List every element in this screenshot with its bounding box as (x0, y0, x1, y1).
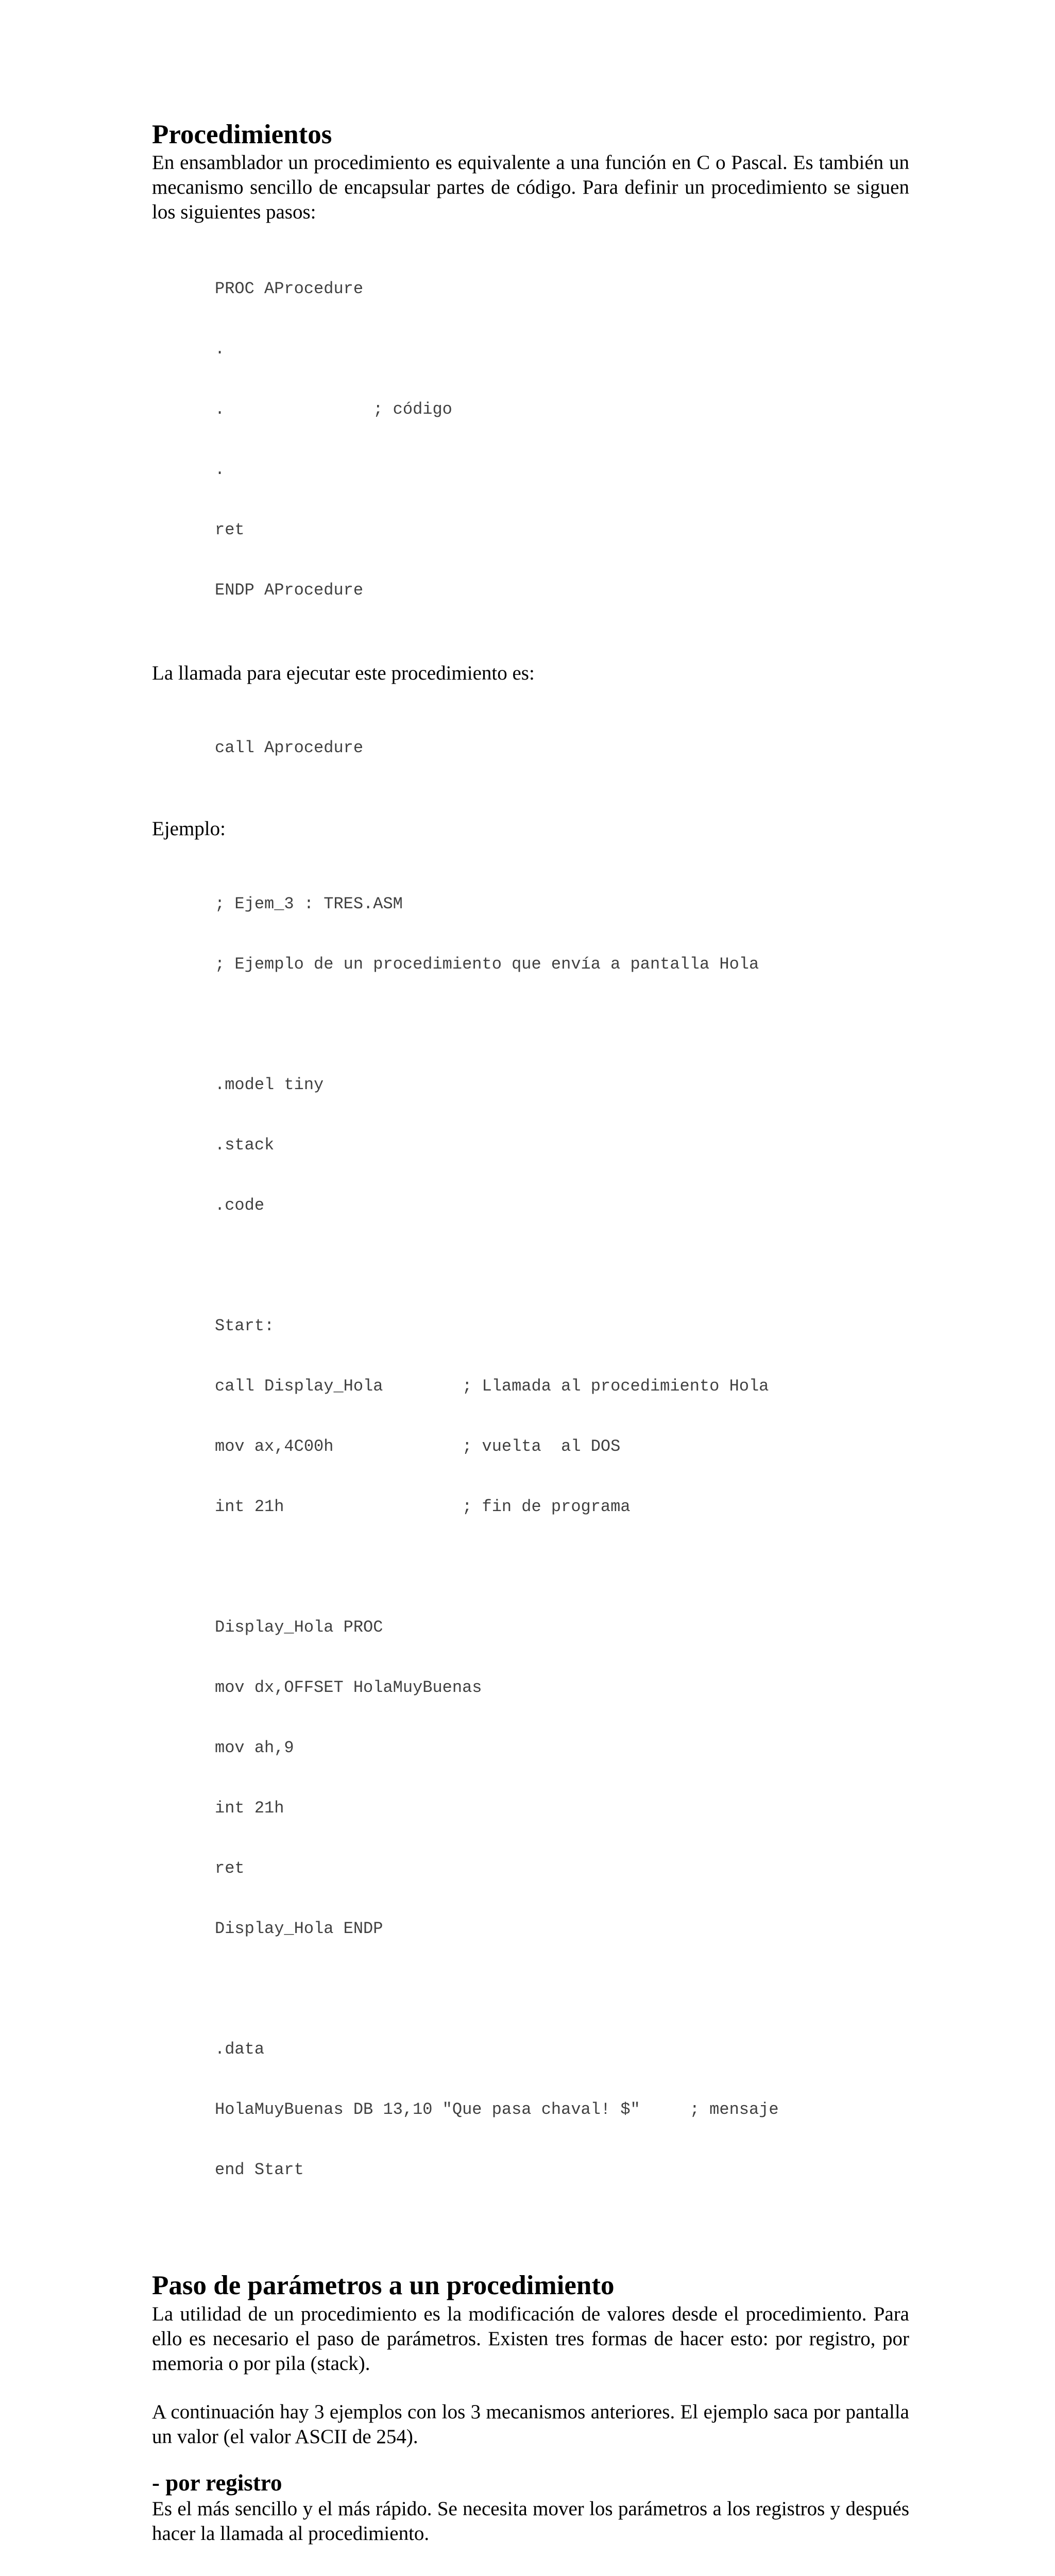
code-line: mov ax,4C00h ; vuelta al DOS (215, 1437, 621, 1456)
code-line: int 21h (215, 1799, 284, 1818)
por-registro-paragraph: Es el más sencillo y el más rápido. Se necesita mover los parámetros a los registros y después hacer la llamada al procedimiento. (152, 2498, 909, 2545)
procedure-definition-code (215, 239, 909, 640)
code-line: .data (215, 2040, 265, 2059)
parameters-paragraph: La utilidad de un procedimiento es la modificación de valores desde el procedimiento. Para ello es necesario el paso de parámetros. Existen tres formas de hacer esto: por registro, por memoria o por pila (stack). (152, 2302, 909, 2375)
code-line: int 21h ; fin de programa (215, 1497, 631, 1517)
subsection-title-por-registro: - por registro (152, 2469, 282, 2496)
code-line: ENDP AProcedure (215, 581, 364, 600)
code-line: .model tiny (215, 1075, 324, 1095)
code-line: .code (215, 1196, 265, 1215)
examples-paragraph: A continuación hay 3 ejemplos con los 3 mecanismos anteriores. El ejemplo saca por pantalla un valor (el valor ASCII de 254). (152, 2400, 909, 2448)
call-paragraph: La llamada para ejecutar este procedimiento es: (152, 662, 535, 685)
section-title-paso-de-parametros: Paso de parámetros a un procedimiento (152, 2270, 615, 2301)
code-line: HolaMuyBuenas DB 13,10 "Que pasa chaval! $" ; mensaje (215, 2100, 779, 2120)
code-line: ; Ejem_3 : TRES.ASM (215, 894, 403, 914)
code-line: end Start (215, 2160, 304, 2180)
call-code (215, 698, 909, 798)
code-line: Display_Hola PROC (215, 1618, 383, 1637)
section-title-procedimientos: Procedimientos (152, 120, 332, 149)
code-line (215, 1014, 909, 1035)
code-line: ret (215, 1859, 245, 1878)
code-line: mov ah,9 (215, 1738, 294, 1758)
code-line: Display_Hola ENDP (215, 1919, 383, 1939)
code-line: .stack (215, 1136, 275, 1155)
code-line: . (215, 460, 225, 480)
code-line: call Display_Hola ; Llamada al procedimiento Hola (215, 1377, 769, 1396)
code-line: PROC AProcedure (215, 279, 364, 299)
code-line (215, 1256, 909, 1276)
code-line: . (215, 340, 225, 359)
code-line: ret (215, 520, 245, 540)
code-line: mov dx,OFFSET HolaMuyBuenas (215, 1678, 482, 1698)
code-line: Start: (215, 1316, 275, 1336)
code-line (215, 1979, 909, 1999)
intro-paragraph: En ensamblador un procedimiento es equivalente a una función en C o Pascal. Es también un mecanismo sencillo de encapsular partes de código. Para definir un procedimiento se siguen los siguientes pasos: (152, 151, 909, 224)
code-line: . ; código (215, 400, 452, 419)
code-line: ; Ejemplo de un procedimiento que envía a pantalla Hola (215, 955, 759, 974)
cuatro-asm-code (215, 2560, 909, 2576)
example-label: Ejemplo: (152, 818, 226, 840)
document-page (152, 120, 909, 2576)
code-line: call Aprocedure (215, 738, 364, 758)
code-line (215, 1557, 909, 1577)
example-code-block (215, 854, 909, 2220)
